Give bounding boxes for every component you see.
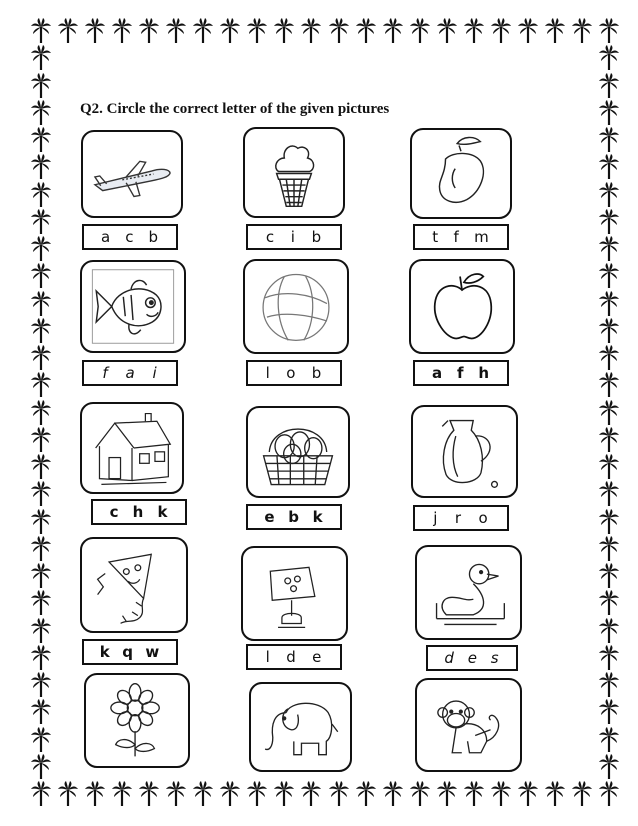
palm-tree-icon bbox=[598, 781, 620, 807]
letter-choice[interactable]: k bbox=[99, 643, 111, 661]
picture-duck[interactable] bbox=[415, 545, 522, 640]
picture-elephant[interactable] bbox=[249, 682, 352, 772]
palm-tree-icon bbox=[84, 781, 106, 807]
palm-tree-icon bbox=[165, 781, 187, 807]
letter-choice[interactable]: j bbox=[433, 509, 439, 527]
palm-tree-icon bbox=[30, 672, 52, 698]
palm-tree-icon bbox=[300, 781, 322, 807]
palm-tree-icon bbox=[30, 209, 52, 235]
letter-choices-apple[interactable] bbox=[413, 360, 509, 386]
palm-tree-icon bbox=[111, 18, 133, 44]
palm-tree-icon bbox=[355, 18, 377, 44]
palm-tree-icon bbox=[436, 781, 458, 807]
palm-tree-icon bbox=[57, 781, 79, 807]
letter-choices-egg-basket[interactable] bbox=[246, 504, 342, 530]
palm-tree-icon bbox=[598, 427, 620, 453]
palm-tree-icon bbox=[30, 781, 52, 807]
letter-choice[interactable]: t bbox=[432, 228, 440, 246]
letter-choices-fish[interactable] bbox=[82, 360, 178, 386]
palm-tree-icon bbox=[30, 73, 52, 99]
palm-tree-icon bbox=[165, 18, 187, 44]
letter-choice[interactable]: w bbox=[145, 643, 161, 661]
picture-lamp[interactable] bbox=[241, 546, 348, 641]
palm-tree-icon bbox=[30, 318, 52, 344]
lamp-icon bbox=[243, 548, 346, 639]
palm-tree-icon bbox=[598, 400, 620, 426]
picture-airplane[interactable] bbox=[81, 130, 183, 218]
palm-tree-icon bbox=[300, 18, 322, 44]
palm-tree-icon bbox=[30, 45, 52, 71]
letter-choices-kite[interactable] bbox=[82, 639, 178, 665]
letter-choice[interactable]: e bbox=[264, 508, 276, 526]
palm-tree-icon bbox=[598, 563, 620, 589]
flower-icon bbox=[86, 675, 188, 766]
picture-flower[interactable] bbox=[84, 673, 190, 768]
letter-choice[interactable]: f bbox=[453, 228, 460, 246]
letter-choice[interactable]: i bbox=[290, 228, 296, 246]
letter-choice[interactable]: c bbox=[109, 503, 120, 521]
jug-icon bbox=[413, 407, 516, 496]
letter-choice[interactable]: f bbox=[102, 364, 109, 382]
palm-tree-icon bbox=[30, 345, 52, 371]
palm-tree-icon bbox=[598, 318, 620, 344]
apple-icon bbox=[411, 261, 513, 352]
palm-tree-icon bbox=[598, 727, 620, 753]
palm-tree-icon bbox=[111, 781, 133, 807]
letter-choice[interactable]: l bbox=[265, 648, 271, 666]
palm-tree-icon bbox=[273, 18, 295, 44]
palm-tree-icon bbox=[30, 754, 52, 780]
palm-tree-icon bbox=[355, 781, 377, 807]
letter-choice[interactable]: k bbox=[157, 503, 169, 521]
palm-tree-icon bbox=[30, 400, 52, 426]
palm-tree-icon bbox=[30, 590, 52, 616]
letter-choice[interactable]: c bbox=[265, 228, 276, 246]
letter-choice[interactable]: s bbox=[490, 649, 500, 667]
palm-tree-icon bbox=[598, 454, 620, 480]
letter-choice[interactable]: b bbox=[311, 364, 323, 382]
palm-tree-icon bbox=[409, 18, 431, 44]
letter-choice[interactable]: l bbox=[265, 364, 271, 382]
palm-tree-icon bbox=[463, 18, 485, 44]
mango-icon bbox=[412, 130, 510, 217]
palm-tree-icon bbox=[246, 18, 268, 44]
monkey-icon bbox=[417, 680, 520, 770]
palm-tree-icon bbox=[382, 18, 404, 44]
palm-tree-icon bbox=[30, 427, 52, 453]
palm-tree-icon bbox=[598, 236, 620, 262]
letter-choices-house[interactable] bbox=[91, 499, 187, 525]
letter-choices-mango[interactable] bbox=[413, 224, 509, 250]
palm-tree-icon bbox=[598, 645, 620, 671]
ice-cream-icon bbox=[245, 129, 343, 216]
picture-apple[interactable] bbox=[409, 259, 515, 354]
duck-icon bbox=[417, 547, 520, 638]
palm-tree-icon bbox=[490, 781, 512, 807]
palm-tree-icon bbox=[598, 18, 620, 44]
palm-tree-icon bbox=[571, 18, 593, 44]
palm-tree-icon bbox=[30, 536, 52, 562]
palm-tree-icon bbox=[382, 781, 404, 807]
palm-tree-icon bbox=[30, 18, 52, 44]
palm-tree-icon bbox=[192, 781, 214, 807]
letter-choice[interactable]: o bbox=[478, 509, 489, 527]
palm-tree-icon bbox=[598, 127, 620, 153]
letter-choice[interactable]: q bbox=[122, 643, 134, 661]
palm-tree-icon bbox=[84, 18, 106, 44]
palm-tree-icon bbox=[30, 127, 52, 153]
palm-tree-icon bbox=[598, 182, 620, 208]
letter-choice[interactable]: c bbox=[125, 228, 135, 246]
palm-tree-icon bbox=[598, 345, 620, 371]
palm-tree-icon bbox=[30, 645, 52, 671]
palm-tree-icon bbox=[30, 509, 52, 535]
palm-tree-icon bbox=[490, 18, 512, 44]
palm-tree-icon bbox=[30, 291, 52, 317]
house-icon bbox=[82, 404, 182, 492]
letter-choice[interactable]: f bbox=[456, 364, 465, 382]
letter-choice[interactable]: b bbox=[311, 228, 323, 246]
palm-tree-icon bbox=[30, 372, 52, 398]
letter-choice[interactable]: e bbox=[467, 649, 478, 667]
picture-house[interactable] bbox=[80, 402, 184, 494]
palm-tree-icon bbox=[30, 618, 52, 644]
palm-tree-icon bbox=[30, 454, 52, 480]
palm-tree-icon bbox=[219, 781, 241, 807]
palm-tree-icon bbox=[598, 754, 620, 780]
palm-tree-icon bbox=[598, 590, 620, 616]
palm-tree-icon bbox=[598, 154, 620, 180]
letter-choice[interactable]: b bbox=[288, 508, 300, 526]
palm-tree-icon bbox=[598, 73, 620, 99]
palm-tree-icon bbox=[598, 372, 620, 398]
letter-choice[interactable]: h bbox=[478, 364, 491, 382]
palm-tree-icon bbox=[30, 182, 52, 208]
palm-tree-icon bbox=[598, 209, 620, 235]
picture-mango[interactable] bbox=[410, 128, 512, 219]
letter-choice[interactable]: i bbox=[152, 364, 158, 382]
letter-choice[interactable]: a bbox=[431, 364, 444, 382]
letter-choice[interactable]: e bbox=[312, 648, 323, 666]
letter-choice[interactable]: m bbox=[474, 228, 490, 246]
palm-tree-icon bbox=[436, 18, 458, 44]
palm-tree-icon bbox=[328, 781, 350, 807]
palm-tree-icon bbox=[57, 18, 79, 44]
palm-tree-icon bbox=[598, 45, 620, 71]
elephant-icon bbox=[251, 684, 350, 770]
letter-choice[interactable]: d bbox=[444, 649, 455, 667]
picture-monkey[interactable] bbox=[415, 678, 522, 772]
palm-tree-icon bbox=[571, 781, 593, 807]
palm-tree-icon bbox=[544, 781, 566, 807]
palm-tree-icon bbox=[517, 781, 539, 807]
fish-icon bbox=[82, 262, 184, 351]
letter-choice[interactable]: r bbox=[454, 509, 463, 527]
palm-tree-icon bbox=[246, 781, 268, 807]
palm-tree-icon bbox=[30, 154, 52, 180]
palm-tree-icon bbox=[138, 781, 160, 807]
palm-tree-icon bbox=[598, 291, 620, 317]
ball-icon bbox=[245, 261, 347, 352]
letter-choices-duck[interactable] bbox=[426, 645, 518, 671]
picture-jug[interactable] bbox=[411, 405, 518, 498]
picture-ice-cream[interactable] bbox=[243, 127, 345, 218]
palm-tree-icon bbox=[192, 18, 214, 44]
airplane-icon bbox=[83, 132, 181, 216]
letter-choice[interactable]: h bbox=[132, 503, 145, 521]
palm-tree-icon bbox=[598, 672, 620, 698]
picture-ball[interactable] bbox=[243, 259, 349, 354]
letter-choices-lamp[interactable] bbox=[246, 644, 342, 670]
letter-choices-airplane[interactable] bbox=[82, 224, 178, 250]
kite-icon bbox=[82, 539, 186, 631]
palm-tree-icon bbox=[219, 18, 241, 44]
palm-tree-icon bbox=[273, 781, 295, 807]
letter-choice[interactable]: b bbox=[148, 228, 159, 246]
palm-tree-icon bbox=[598, 509, 620, 535]
egg-basket-icon bbox=[248, 408, 348, 496]
letter-choice[interactable]: a bbox=[101, 228, 112, 246]
palm-tree-icon bbox=[598, 536, 620, 562]
palm-tree-icon bbox=[30, 481, 52, 507]
palm-tree-icon bbox=[598, 263, 620, 289]
palm-tree-icon bbox=[138, 18, 160, 44]
palm-tree-icon bbox=[409, 781, 431, 807]
palm-tree-icon bbox=[517, 18, 539, 44]
letter-choice[interactable]: k bbox=[312, 508, 324, 526]
letter-choices-ice-cream[interactable] bbox=[246, 224, 342, 250]
picture-egg-basket[interactable] bbox=[246, 406, 350, 498]
palm-tree-icon bbox=[598, 481, 620, 507]
palm-tree-icon bbox=[328, 18, 350, 44]
picture-fish[interactable] bbox=[80, 260, 186, 353]
palm-tree-icon bbox=[30, 236, 52, 262]
letter-choices-ball[interactable] bbox=[246, 360, 342, 386]
palm-tree-icon bbox=[30, 563, 52, 589]
palm-tree-icon bbox=[598, 618, 620, 644]
palm-tree-icon bbox=[598, 100, 620, 126]
palm-tree-icon bbox=[30, 100, 52, 126]
palm-tree-icon bbox=[30, 699, 52, 725]
picture-kite[interactable] bbox=[80, 537, 188, 633]
palm-tree-icon bbox=[598, 699, 620, 725]
palm-tree-icon bbox=[30, 263, 52, 289]
letter-choice[interactable]: a bbox=[125, 364, 136, 382]
letter-choice[interactable]: d bbox=[286, 648, 297, 666]
letter-choice[interactable]: o bbox=[286, 364, 297, 382]
question-title: Q2. Circle the correct letter of the given pictures bbox=[80, 101, 390, 117]
palm-tree-icon bbox=[30, 727, 52, 753]
palm-tree-icon bbox=[544, 18, 566, 44]
letter-choices-jug[interactable] bbox=[413, 505, 509, 531]
palm-tree-icon bbox=[463, 781, 485, 807]
